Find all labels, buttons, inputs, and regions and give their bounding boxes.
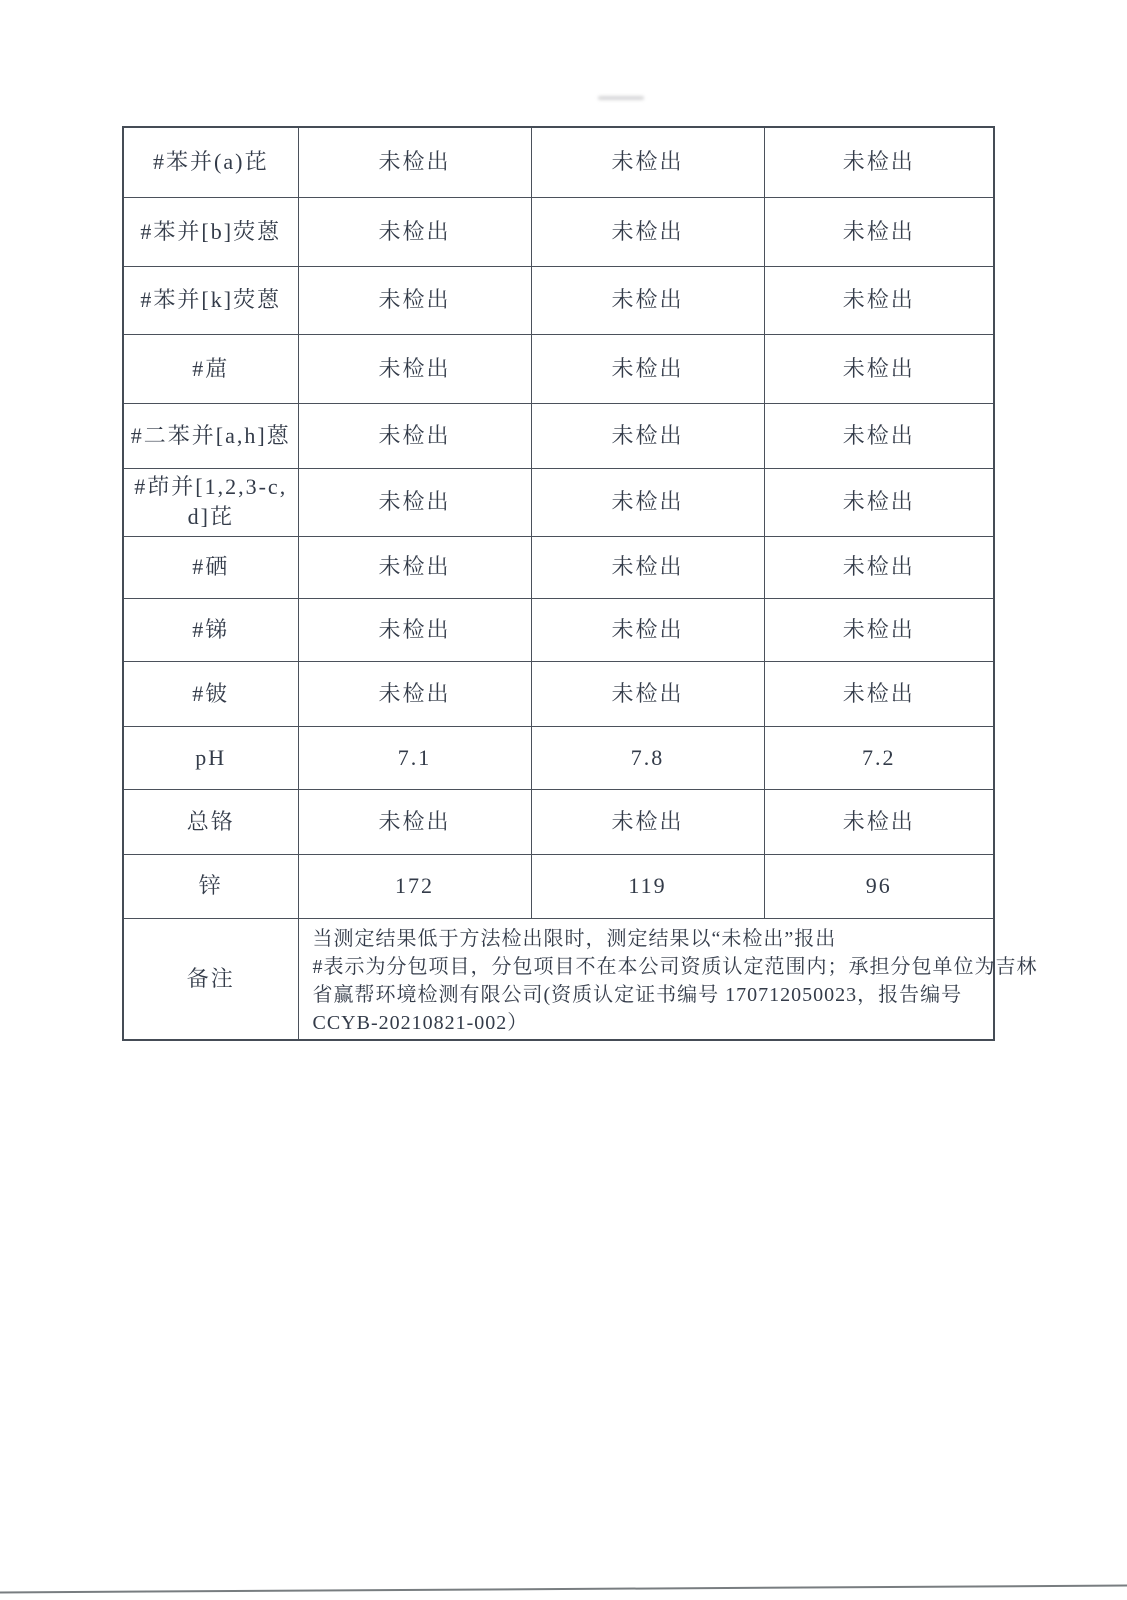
remark-line: CCYB-20210821-002）: [312, 1011, 529, 1034]
result-cell: 未检出: [764, 127, 994, 197]
param-name-cell: pH: [123, 726, 298, 789]
result-cell: 未检出: [764, 403, 994, 468]
result-cell: 未检出: [298, 197, 531, 266]
result-cell: 172: [298, 854, 531, 918]
param-name-cell: #苯并[b]荧蒽: [123, 197, 298, 266]
table-row: [123, 334, 994, 403]
result-cell: 未检出: [764, 598, 994, 661]
result-cell: 未检出: [531, 536, 764, 598]
result-cell: 未检出: [764, 266, 994, 334]
result-cell: 未检出: [531, 468, 764, 536]
table-row: [123, 197, 994, 266]
table-row: [123, 854, 994, 918]
result-cell: 未检出: [298, 789, 531, 854]
table-row: [123, 536, 994, 598]
result-cell: 未检出: [764, 536, 994, 598]
param-name-cell: 总铬: [123, 789, 298, 854]
table-row: [123, 266, 994, 334]
param-name-cell: #茚并[1,2,3-c,d]芘: [123, 468, 298, 536]
result-cell: 未检出: [764, 334, 994, 403]
table-row: [123, 403, 994, 468]
param-name-cell: #苯并[k]荧蒽: [123, 266, 298, 334]
remark-line: #表示为分包项目，分包项目不在本公司资质认定范围内；承担分包单位为吉林: [312, 955, 1038, 978]
page-bottom-edge: [0, 1585, 1127, 1594]
param-name-cell: #二苯并[a,h]蒽: [123, 403, 298, 468]
result-cell: 未检出: [531, 266, 764, 334]
result-cell: 未检出: [531, 661, 764, 726]
table-row: [123, 789, 994, 854]
result-cell: 未检出: [298, 334, 531, 403]
param-name-cell: 锌: [123, 854, 298, 918]
remark-content-cell: [298, 918, 1038, 1040]
result-cell: 未检出: [298, 536, 531, 598]
result-cell: 未检出: [298, 403, 531, 468]
table-row: [123, 661, 994, 726]
result-cell: 未检出: [764, 197, 994, 266]
remark-label-cell: 备注: [123, 918, 298, 1040]
result-cell: 未检出: [531, 789, 764, 854]
result-cell: 7.2: [764, 726, 994, 789]
result-cell: 未检出: [764, 789, 994, 854]
param-name-cell: #䓛: [123, 334, 298, 403]
table-row: [123, 726, 994, 789]
table-row: [123, 127, 994, 197]
result-cell: 未检出: [531, 197, 764, 266]
result-cell: 未检出: [531, 334, 764, 403]
result-cell: 未检出: [298, 127, 531, 197]
result-cell: 未检出: [764, 661, 994, 726]
result-cell: 未检出: [298, 661, 531, 726]
remark-row: [123, 918, 994, 1040]
param-name-cell: #苯并(a)芘: [123, 127, 298, 197]
result-cell: 96: [764, 854, 994, 918]
result-cell: 未检出: [531, 127, 764, 197]
result-cell: 未检出: [531, 598, 764, 661]
param-name-cell: #硒: [123, 536, 298, 598]
param-name-cell: #锑: [123, 598, 298, 661]
result-cell: 未检出: [298, 598, 531, 661]
result-cell: 7.1: [298, 726, 531, 789]
result-cell: 未检出: [764, 468, 994, 536]
result-cell: 未检出: [298, 468, 531, 536]
remark-line: 省赢帮环境检测有限公司(资质认定证书编号 170712050023，报告编号: [312, 983, 963, 1006]
result-cell: 7.8: [531, 726, 764, 789]
remark-line: 当测定结果低于方法检出限时，测定结果以“未检出”报出: [312, 927, 837, 950]
table-row: [123, 598, 994, 661]
result-cell: 未检出: [531, 403, 764, 468]
result-cell: 119: [531, 854, 764, 918]
param-name-cell: #铍: [123, 661, 298, 726]
result-cell: 未检出: [298, 266, 531, 334]
scan-artifact-smudge: [598, 96, 644, 100]
table-row: [123, 468, 994, 536]
monitoring-results-table: [122, 126, 1038, 1041]
